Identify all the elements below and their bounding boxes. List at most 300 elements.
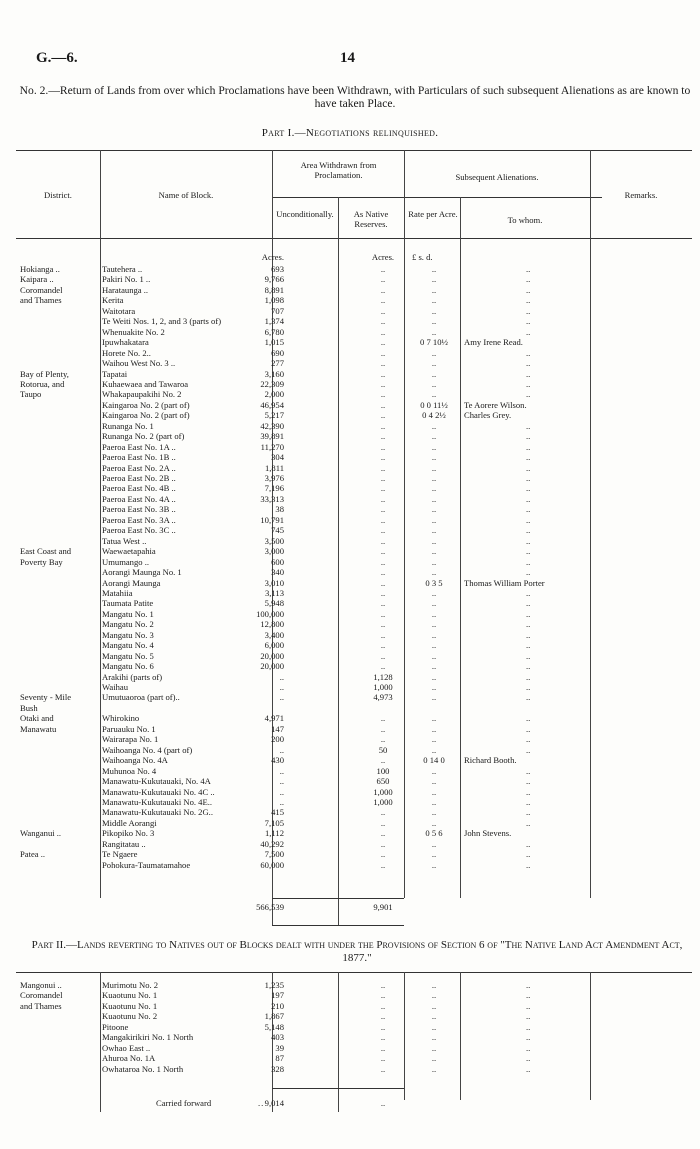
native-reserve-acres-cell: .. <box>380 755 386 766</box>
unconditional-acres-cell: .. <box>279 671 284 682</box>
block-name-cell: Harataunga .. <box>102 284 149 295</box>
unconditional-acres-cell: 6,000 <box>264 640 284 651</box>
native-reserve-acres-cell: .. <box>380 378 386 389</box>
block-name-cell: Whenuakite No. 2 <box>102 326 165 337</box>
table-row <box>16 1043 692 1053</box>
unconditional-acres-cell: 40,292 <box>260 838 284 849</box>
table-row <box>16 515 692 525</box>
native-reserve-acres-cell: 1,000 <box>373 682 393 692</box>
native-reserve-acres-cell: 650 <box>376 776 390 787</box>
to-whom-cell: .. <box>526 1021 531 1032</box>
native-reserve-acres-cell: .. <box>380 441 386 452</box>
table-row <box>16 839 692 849</box>
carried-rule <box>272 1088 404 1089</box>
rate-cell: 0 4 2½ <box>422 410 446 421</box>
unconditional-acres-cell: 210 <box>271 1000 284 1011</box>
table-row <box>16 578 692 588</box>
to-whom-cell: .. <box>526 1011 531 1022</box>
carried-forward-uncond: 9,014 <box>264 1098 284 1108</box>
unconditional-acres-cell: 100,000 <box>256 608 284 619</box>
rate-cell: .. <box>431 389 437 400</box>
table-row <box>16 442 692 452</box>
block-name-cell: Mangatu No. 5 <box>102 650 154 661</box>
rate-cell: .. <box>431 462 437 473</box>
native-reserve-acres-cell: .. <box>380 838 386 849</box>
to-whom-cell: .. <box>526 504 531 515</box>
district-cell: Coromandel <box>20 284 63 295</box>
block-name-cell: Manawatu-Kukutauaki, No. 4A <box>102 776 211 787</box>
unconditional-acres-cell: .. <box>279 765 284 776</box>
block-name-cell: Tapatai <box>102 368 128 379</box>
table-row <box>16 327 692 337</box>
block-name-cell: Owhao East .. <box>102 1042 151 1053</box>
native-reserve-acres-cell: .. <box>380 337 386 348</box>
unconditional-acres-cell: 5,948 <box>264 598 284 609</box>
native-reserve-acres-cell: .. <box>380 493 386 504</box>
to-whom-cell: Amy Irene Read. <box>464 337 523 348</box>
block-name-cell: Mangatu No. 4 <box>102 640 154 651</box>
table-row <box>16 755 692 765</box>
unconditional-acres-cell: 340 <box>271 567 284 578</box>
native-reserve-acres-cell: .. <box>380 1042 386 1053</box>
to-whom-cell: .. <box>526 849 531 860</box>
table-row <box>16 452 692 462</box>
block-name-cell: Murimotu No. 2 <box>102 980 159 990</box>
to-whom-cell: .. <box>526 587 531 598</box>
table-row <box>16 264 692 274</box>
unconditional-acres-cell: 22,309 <box>260 378 284 389</box>
to-whom-cell: .. <box>526 608 531 619</box>
native-reserve-acres-cell: .. <box>380 1000 386 1011</box>
unconditional-acres-cell: 33,313 <box>260 493 284 504</box>
unconditional-acres-cell: 200 <box>271 734 284 745</box>
unconditional-acres-cell: 304 <box>271 452 284 463</box>
table-row <box>16 494 692 504</box>
block-name-cell: Mangatu No. 3 <box>102 629 154 640</box>
rate-cell: .. <box>431 504 437 515</box>
rate-cell: .. <box>431 723 437 734</box>
unconditional-acres-cell: 3,010 <box>264 577 284 588</box>
col-header-alienations: Subsequent Alienations. <box>455 172 539 182</box>
table-row <box>16 797 692 807</box>
native-reserve-acres-cell: .. <box>380 305 386 316</box>
block-name-cell: Paeroa East No. 1A .. <box>102 441 176 452</box>
block-name-cell: Paruauku No. 1 <box>102 723 156 734</box>
block-name-cell: Waihou West No. 3 .. <box>102 358 176 369</box>
table-row <box>16 980 692 990</box>
native-reserve-acres-cell: .. <box>380 326 386 337</box>
to-whom-cell: .. <box>526 316 531 327</box>
district-cell: Kaipara .. <box>20 274 54 285</box>
unconditional-acres-cell: 430 <box>271 755 284 766</box>
col-header-area: Area Withdrawn from Proclamation. <box>300 160 377 180</box>
to-whom-cell: .. <box>526 483 531 494</box>
to-whom-cell: .. <box>526 274 531 285</box>
district-cell: and Thames <box>20 1000 62 1011</box>
table-row <box>16 567 692 577</box>
table-row <box>16 463 692 473</box>
unconditional-acres-cell: 11,270 <box>260 441 284 452</box>
native-reserve-acres-cell: .. <box>380 650 386 661</box>
rate-cell: .. <box>431 431 437 442</box>
unconditional-acres-cell: 12,800 <box>260 619 284 630</box>
unconditional-acres-cell: 600 <box>271 556 284 567</box>
rate-cell: .. <box>431 980 437 990</box>
block-name-cell: Kuhaewaea and Tawaroa <box>102 378 189 389</box>
unconditional-acres-cell: 60,000 <box>260 859 284 870</box>
to-whom-cell: .. <box>526 1000 531 1011</box>
to-whom-cell: Richard Booth. <box>464 755 517 766</box>
carried-forward-label: Carried forward <box>156 1098 212 1108</box>
block-name-cell: Aorangi Maunga No. 1 <box>102 567 182 578</box>
rate-cell: .. <box>431 817 437 828</box>
block-name-cell: Paeroa East No. 1B .. <box>102 452 176 463</box>
table-row <box>16 421 692 431</box>
to-whom-cell: .. <box>526 671 531 682</box>
rate-cell: .. <box>431 295 437 306</box>
rate-cell: .. <box>431 546 437 557</box>
rate-cell: .. <box>431 514 437 525</box>
rate-cell: .. <box>431 859 437 870</box>
to-whom-cell: .. <box>526 619 531 630</box>
native-reserve-acres-cell: .. <box>380 483 386 494</box>
to-whom-cell: .. <box>526 295 531 306</box>
rate-cell: .. <box>431 452 437 463</box>
block-name-cell: Ahuroa No. 1A <box>102 1053 156 1064</box>
table-row <box>16 1032 692 1042</box>
block-name-cell: Waihau <box>102 682 129 692</box>
rate-cell: .. <box>431 776 437 787</box>
table-row <box>16 776 692 786</box>
native-reserve-acres-cell: 1,000 <box>373 796 393 807</box>
table-row <box>16 483 692 493</box>
total-rule <box>272 898 404 899</box>
unconditional-acres-cell: 745 <box>271 525 284 536</box>
rate-cell: .. <box>431 807 437 818</box>
block-name-cell: Umutuaoroa (part of).. <box>102 692 180 703</box>
to-whom-cell: .. <box>526 420 531 431</box>
header-mid-rule <box>272 197 602 198</box>
total-bottom-rule <box>272 925 404 926</box>
block-name-cell: Middle Aorangi <box>102 817 157 828</box>
table-row <box>16 672 692 682</box>
unconditional-acres-cell: .. <box>279 796 284 807</box>
rate-cell: .. <box>431 1053 437 1064</box>
block-name-cell: Manawatu-Kukutauaki No. 2G.. <box>102 807 213 818</box>
to-whom-cell: Te Aorere Wilson. <box>464 399 527 410</box>
unconditional-acres-cell: .. <box>279 692 284 703</box>
block-name-cell: Kuaotunu No. 1 <box>102 990 158 1001</box>
to-whom-cell: .. <box>526 980 531 990</box>
rate-cell: .. <box>431 692 437 703</box>
native-reserve-acres-cell: .. <box>380 546 386 557</box>
native-reserve-acres-cell: .. <box>380 723 386 734</box>
to-whom-cell: .. <box>526 598 531 609</box>
unconditional-acres-cell: 20,000 <box>260 650 284 661</box>
rate-cell: .. <box>431 347 437 358</box>
block-name-cell: Pohokura-Taumatamahoe <box>102 859 191 870</box>
unconditional-acres-cell: 3,976 <box>264 473 284 483</box>
unconditional-acres-cell: 197 <box>271 990 284 1001</box>
native-reserve-acres-cell: .. <box>380 410 386 421</box>
table-row <box>16 379 692 389</box>
rate-cell: .. <box>431 473 437 483</box>
block-name-cell: Pakiri No. 1 .. <box>102 274 151 285</box>
to-whom-cell: .. <box>526 776 531 787</box>
unconditional-acres-cell: 1,015 <box>264 337 284 348</box>
native-reserve-acres-cell: 1,000 <box>373 786 393 797</box>
col-header-to-whom: To whom. <box>507 215 543 225</box>
district-cell: Rotorua, and <box>20 378 65 389</box>
block-name-cell: Tatua West .. <box>102 535 147 546</box>
district-cell: Otaki and <box>20 713 54 724</box>
units-acres: Acres. <box>371 252 395 262</box>
unconditional-acres-cell: .. <box>279 776 284 787</box>
rate-cell: .. <box>431 441 437 452</box>
block-name-cell: Mangatu No. 1 <box>102 608 154 619</box>
rate-cell: .. <box>431 1063 437 1074</box>
rate-cell: .. <box>431 274 437 285</box>
table-row <box>16 682 692 692</box>
district-cell: Mangonui .. <box>20 980 62 990</box>
native-reserve-acres-cell: .. <box>380 431 386 442</box>
page-header <box>0 50 700 70</box>
table-row <box>16 337 692 347</box>
to-whom-cell: .. <box>526 661 531 672</box>
to-whom-cell: .. <box>526 1053 531 1064</box>
block-name-cell: Waewaetapahia <box>102 546 156 557</box>
native-reserve-acres-cell: .. <box>380 452 386 463</box>
table-row <box>16 1053 692 1063</box>
to-whom-cell: .. <box>526 817 531 828</box>
block-name-cell: Waitotara <box>102 305 136 316</box>
unconditional-acres-cell: 3,160 <box>264 368 284 379</box>
rate-cell: .. <box>431 305 437 316</box>
native-reserve-acres-cell: .. <box>380 264 386 274</box>
rate-cell: .. <box>431 368 437 379</box>
part2-heading: Part II.—Lands reverting to Natives out of Blocks dealt with under the Provisions of Section 6 of "The Native Land Act Amendment Act, 1877." <box>31 939 683 964</box>
rate-cell: .. <box>431 838 437 849</box>
total-native-reserves: 9,901 <box>373 902 393 912</box>
rate-cell: .. <box>431 326 437 337</box>
unconditional-acres-cell: 8,891 <box>264 284 284 295</box>
to-whom-cell: .. <box>526 514 531 525</box>
to-whom-cell: .. <box>526 650 531 661</box>
col-header-block: Name of Block. <box>158 190 214 200</box>
rate-cell: .. <box>431 1011 437 1022</box>
native-reserve-acres-cell: .. <box>380 661 386 672</box>
unconditional-acres-cell: 7,105 <box>264 817 284 828</box>
rate-cell: .. <box>431 316 437 327</box>
to-whom-cell: .. <box>526 431 531 442</box>
to-whom-cell: .. <box>526 629 531 640</box>
to-whom-cell: John Stevens. <box>464 828 512 839</box>
rate-cell: .. <box>431 525 437 536</box>
to-whom-cell: .. <box>526 859 531 870</box>
rate-cell: .. <box>431 990 437 1001</box>
block-name-cell: Aorangi Maunga <box>102 577 161 588</box>
to-whom-cell: Thomas William Porter <box>464 577 545 588</box>
block-name-cell: Tautehera .. <box>102 264 143 274</box>
to-whom-cell: .. <box>526 765 531 776</box>
native-reserve-acres-cell: 50 <box>378 744 388 755</box>
to-whom-cell: .. <box>526 284 531 295</box>
table-row <box>16 546 692 556</box>
block-name-cell: Umumango .. <box>102 556 150 567</box>
rate-cell: .. <box>431 535 437 546</box>
unconditional-acres-cell: 5,148 <box>264 1021 284 1032</box>
unconditional-acres-cell: 7,500 <box>264 849 284 860</box>
unconditional-acres-cell: 1,235 <box>264 980 284 990</box>
block-name-cell: Manawatu-Kukutauaki No. 4E.. <box>102 796 213 807</box>
rate-cell: .. <box>431 598 437 609</box>
unconditional-acres-cell: 1,811 <box>264 462 284 473</box>
native-reserve-acres-cell: .. <box>380 734 386 745</box>
block-name-cell: Matahiia <box>102 587 133 598</box>
total-unconditionally: 566,539 <box>256 902 284 912</box>
to-whom-cell: .. <box>526 305 531 316</box>
native-reserve-acres-cell: .. <box>380 817 386 828</box>
native-reserve-acres-cell: .. <box>380 990 386 1001</box>
rate-cell: .. <box>431 1000 437 1011</box>
native-reserve-acres-cell: .. <box>380 587 386 598</box>
table-row <box>16 285 692 295</box>
district-cell: Coromandel <box>20 990 63 1001</box>
to-whom-cell: .. <box>526 796 531 807</box>
native-reserve-acres-cell: .. <box>380 316 386 327</box>
rate-cell: .. <box>431 420 437 431</box>
rate-cell: .. <box>431 358 437 369</box>
rate-cell: .. <box>431 567 437 578</box>
block-name-cell: Pitoone <box>102 1021 129 1032</box>
unconditional-acres-cell: .. <box>279 744 284 755</box>
block-name-cell: Mangatu No. 2 <box>102 619 154 630</box>
to-whom-cell: .. <box>526 378 531 389</box>
table-row <box>16 358 692 368</box>
totals-row <box>16 902 692 912</box>
rate-cell: .. <box>431 661 437 672</box>
native-reserve-acres-cell: .. <box>380 1021 386 1032</box>
district-cell: Bush <box>20 702 38 713</box>
to-whom-cell: .. <box>526 358 531 369</box>
native-reserve-acres-cell: 4,973 <box>373 692 393 703</box>
native-reserve-acres-cell: .. <box>380 358 386 369</box>
district-cell: Seventy - Mile <box>20 692 72 703</box>
rate-cell: 0 7 10½ <box>420 337 448 348</box>
rate-cell: .. <box>431 650 437 661</box>
table-row <box>16 316 692 326</box>
return-title: No. 2.—Return of Lands from over which Proclamations have been Withdrawn, with Particulars of such subsequent Alienations as are known to have taken Place. <box>19 84 691 110</box>
rate-cell: .. <box>431 1021 437 1032</box>
table-row <box>16 734 692 744</box>
to-whom-cell: .. <box>526 713 531 724</box>
unconditional-acres-cell: 3,400 <box>264 629 284 640</box>
rate-cell: .. <box>431 378 437 389</box>
native-reserve-acres-cell: .. <box>380 368 386 379</box>
unconditional-acres-cell: 403 <box>271 1032 284 1043</box>
table-row <box>16 766 692 776</box>
unconditional-acres-cell: .. <box>279 786 284 797</box>
unconditional-acres-cell: 1,867 <box>264 1011 284 1022</box>
to-whom-cell: .. <box>526 462 531 473</box>
table-row <box>16 389 692 399</box>
block-name-cell: Paeroa East No. 2A .. <box>102 462 176 473</box>
unconditional-acres-cell: 3,500 <box>264 535 284 546</box>
to-whom-cell: Charles Grey. <box>464 410 512 421</box>
native-reserve-acres-cell: 1,128 <box>373 671 393 682</box>
block-name-cell: Paeroa East No. 2B .. <box>102 473 176 483</box>
unconditional-acres-cell: 42,390 <box>260 420 284 431</box>
to-whom-cell: .. <box>526 1063 531 1074</box>
table-row <box>16 713 692 723</box>
table-row <box>16 745 692 755</box>
block-name-cell: Rangitatau .. <box>102 838 146 849</box>
rate-cell: .. <box>431 483 437 494</box>
native-reserve-acres-cell: .. <box>380 807 386 818</box>
unconditional-acres-cell: 1,374 <box>264 316 284 327</box>
native-reserve-acres-cell: .. <box>380 514 386 525</box>
to-whom-cell: .. <box>526 493 531 504</box>
table-row <box>16 787 692 797</box>
table-row <box>16 703 692 713</box>
rate-cell: .. <box>431 640 437 651</box>
table-row <box>16 431 692 441</box>
block-name-cell: Paeroa East No. 3A .. <box>102 514 176 525</box>
to-whom-cell: .. <box>526 326 531 337</box>
col-header-district: District. <box>44 190 72 200</box>
to-whom-cell: .. <box>526 723 531 734</box>
table-row <box>16 849 692 859</box>
rate-cell: .. <box>431 796 437 807</box>
part2-table <box>16 972 692 1112</box>
block-name-cell: Runanga No. 1 <box>102 420 154 431</box>
native-reserve-acres-cell: .. <box>380 556 386 567</box>
to-whom-cell: .. <box>526 744 531 755</box>
table-row <box>16 818 692 828</box>
native-reserve-acres-cell: .. <box>380 1063 386 1074</box>
table-row <box>16 609 692 619</box>
to-whom-cell: .. <box>526 389 531 400</box>
to-whom-cell: .. <box>526 567 531 578</box>
native-reserve-acres-cell: .. <box>380 525 386 536</box>
native-reserve-acres-cell: .. <box>380 274 386 285</box>
block-name-cell: Wairarapa No. 1 <box>102 734 159 745</box>
table-row <box>16 536 692 546</box>
unconditional-acres-cell: .. <box>279 682 284 692</box>
to-whom-cell: .. <box>526 546 531 557</box>
block-name-cell: Paeroa East No. 4A .. <box>102 493 176 504</box>
rate-cell: .. <box>431 744 437 755</box>
to-whom-cell: .. <box>526 525 531 536</box>
native-reserve-acres-cell: 100 <box>376 765 390 776</box>
native-reserve-acres-cell: .. <box>380 640 386 651</box>
native-reserve-acres-cell: .. <box>380 859 386 870</box>
unconditional-acres-cell: 147 <box>271 723 284 734</box>
table-row <box>16 692 692 702</box>
unconditional-acres-cell: 10,791 <box>260 514 284 525</box>
block-name-cell: Te Ngaere <box>102 849 138 860</box>
native-reserve-acres-cell: .. <box>380 420 386 431</box>
block-name-cell: Kerita <box>102 295 124 306</box>
block-name-cell: Paeroa East No. 4B .. <box>102 483 176 494</box>
unconditional-acres-cell: 1,098 <box>264 295 284 306</box>
rate-cell: .. <box>431 734 437 745</box>
block-name-cell: Whirokino <box>102 713 140 724</box>
native-reserve-acres-cell: .. <box>380 980 386 990</box>
table-row <box>16 828 692 838</box>
to-whom-cell: .. <box>526 640 531 651</box>
unconditional-acres-cell: 693 <box>271 264 284 274</box>
